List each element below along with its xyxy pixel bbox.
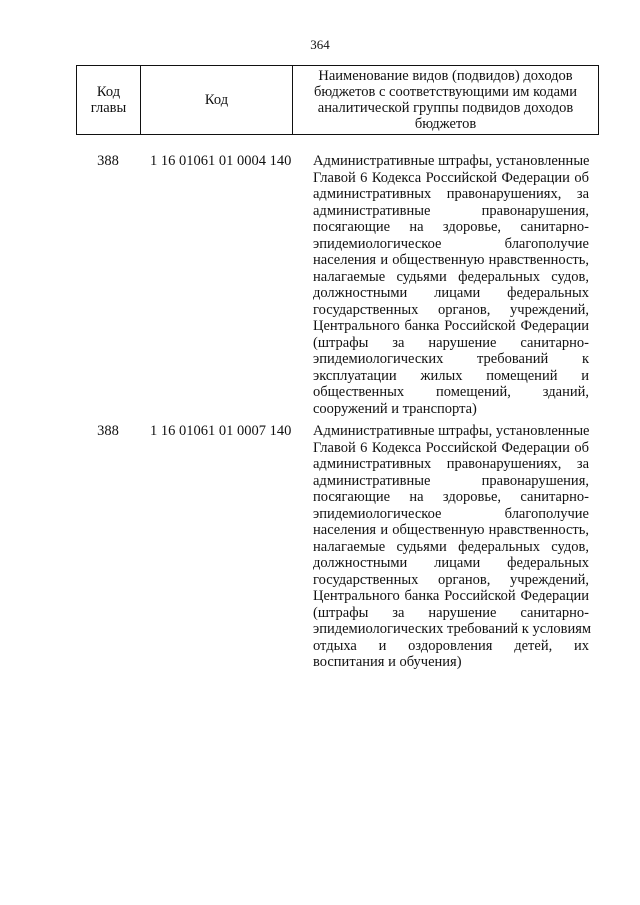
row-name-line: Административные штрафы, установленные	[313, 423, 590, 439]
row-name	[313, 423, 592, 671]
row-name-line: эпидемиологических требований к условиям	[313, 621, 592, 637]
row-name-line: посягающие на здоровье, санитарно-	[313, 489, 589, 505]
row-code: 1 16 01061 01 0004 140	[150, 153, 292, 169]
row-name-line: эпидемиологическое благополучие	[313, 505, 589, 522]
row-name-line: сооружений и транспорта)	[313, 400, 477, 417]
row-chapter-code: 388	[97, 153, 119, 169]
row-name	[313, 153, 589, 417]
row-code: 1 16 01061 01 0007 140	[150, 423, 292, 439]
row-name-line: эпидемиологическое благополучие	[313, 235, 589, 252]
header-chapter-code: Код главы	[77, 66, 141, 135]
row-name-line: должностными лицами федеральных	[313, 555, 589, 571]
row-name-line: отдыха и оздоровления детей, их	[313, 637, 589, 654]
row-name-line: Главой 6 Кодекса Российской Федерации об	[313, 439, 589, 456]
row-name-line: эксплуатации жилых помещений и	[313, 367, 589, 384]
row-name-line: воспитания и обучения)	[313, 654, 462, 670]
row-chapter-code: 388	[97, 423, 119, 439]
row-name-line: налагаемые судьями федеральных судов,	[313, 268, 589, 285]
row-name-line: государственных органов, учреждений,	[313, 571, 589, 588]
row-name-line: налагаемые судьями федеральных судов,	[313, 538, 589, 555]
row-name-line: эпидемиологических требований к	[313, 351, 589, 367]
row-name-line: административные правонарушения,	[313, 202, 589, 219]
row-name-line: административных правонарушениях, за	[313, 186, 589, 202]
row-name-line: населения и общественную нравственность,	[313, 252, 589, 268]
row-name-line: Главой 6 Кодекса Российской Федерации об	[313, 169, 589, 186]
row-name-line: Административные штрафы, установленные	[313, 153, 590, 169]
row-name-line: (штрафы за нарушение санитарно-	[313, 334, 589, 351]
row-name-line: населения и общественную нравственность,	[313, 522, 589, 538]
row-name-line: Центрального банка Российской Федерации	[313, 318, 589, 334]
row-name-line: административные правонарушения,	[313, 472, 589, 489]
row-name-line: общественных помещений, зданий,	[313, 384, 589, 400]
row-name-line: (штрафы за нарушение санитарно-	[313, 604, 589, 621]
row-name-line: государственных органов, учреждений,	[313, 301, 589, 318]
row-name-line: посягающие на здоровье, санитарно-	[313, 219, 589, 235]
row-name-line: административных правонарушениях, за	[313, 456, 589, 472]
row-name-line: должностными лицами федеральных	[313, 285, 589, 301]
page-number: 364	[310, 37, 330, 52]
header-code: Код	[141, 66, 293, 135]
row-name-line: Центрального банка Российской Федерации	[313, 588, 589, 604]
header-name: Наименование видов (подвидов) доходов бюджетов с соответствующими им кодами аналитической группы подвидов доходов бюджетов	[293, 66, 599, 135]
table-header	[76, 65, 599, 135]
